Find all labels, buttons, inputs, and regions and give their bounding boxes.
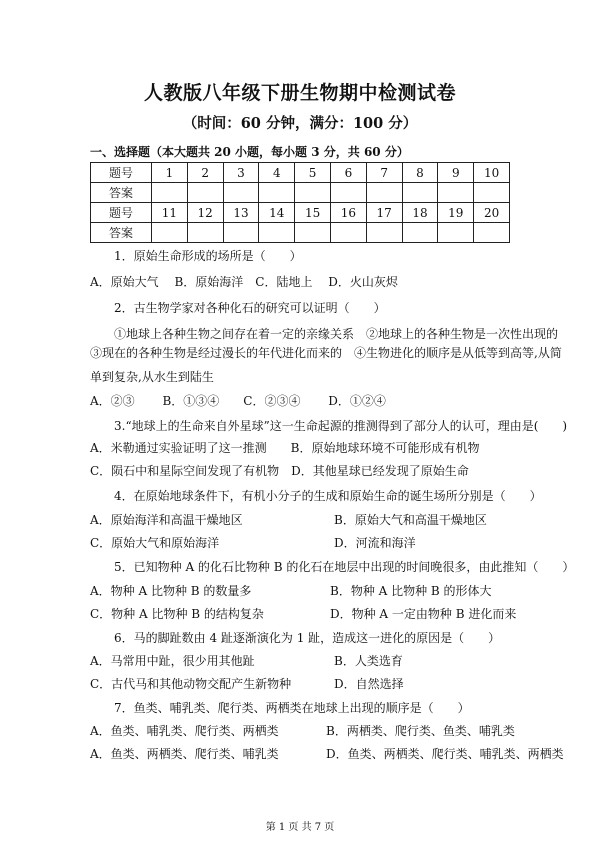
question-number-cell: 10 <box>474 163 510 183</box>
question-4-options-row <box>90 535 530 551</box>
question-5-options-row <box>90 606 530 622</box>
option-c: A．鱼类、两栖类、爬行类、哺乳类 <box>90 747 279 761</box>
answer-cell[interactable] <box>438 183 474 203</box>
option-a: A．物种 A 比物种 B 的数量多 <box>90 584 252 598</box>
answer-cell[interactable] <box>259 183 295 203</box>
option-a: A．原始海洋和高温干燥地区 <box>90 513 243 527</box>
option-b: B．原始大气和高温干燥地区 <box>334 513 487 527</box>
option-d: D．河流和海洋 <box>334 536 416 550</box>
question-number-cell: 11 <box>152 203 188 223</box>
question-2-body: 单到复杂,从水生到陆生 <box>90 370 214 384</box>
question-number-cell: 5 <box>295 163 331 183</box>
question-4-options-row <box>90 512 530 528</box>
answer-cell[interactable] <box>366 183 402 203</box>
option-c: C．物种 A 比物种 B 的结构复杂 <box>90 607 264 621</box>
option-c: C．原始大气和原始海洋 <box>90 536 220 550</box>
question-7-stem: 7．鱼类、哺乳类、爬行类、两栖类在地球上出现的顺序是（ ） <box>114 701 470 715</box>
answer-cell[interactable] <box>223 223 259 243</box>
question-number-cell: 9 <box>438 163 474 183</box>
answer-table <box>90 162 510 243</box>
question-number-cell: 6 <box>330 163 366 183</box>
answer-cell[interactable] <box>295 183 331 203</box>
question-number-cell: 20 <box>474 203 510 223</box>
answer-cell[interactable] <box>330 183 366 203</box>
question-3-options: C．陨石中和星际空间发现了有机物 D．其他星球已经发现了原始生命 <box>90 464 469 478</box>
label-answer: 答案 <box>91 183 152 203</box>
exam-time-score: （时间：60 分钟，满分：100 分） <box>182 115 418 132</box>
question-7-options-row <box>90 746 564 762</box>
question-7-options-row <box>90 723 530 739</box>
answer-cell[interactable] <box>366 223 402 243</box>
answer-cell[interactable] <box>402 183 438 203</box>
question-2-body: ①地球上各种生物之间存在着一定的亲缘关系 ②地球上的各种生物是一次性出现的 <box>114 327 559 341</box>
answer-cell[interactable] <box>474 183 510 203</box>
question-number-cell: 8 <box>402 163 438 183</box>
question-5-stem: 5．已知物种 A 的化石比物种 B 的化石在地层中出现的时间晚很多，由此推知（ ） <box>114 560 575 574</box>
question-number-cell: 12 <box>187 203 223 223</box>
option-d: D．自然选择 <box>334 677 404 691</box>
label-question-number: 题号 <box>91 163 152 183</box>
question-4-stem: 4．在原始地球条件下，有机小分子的生成和原始生命的诞生场所分别是（ ） <box>114 489 542 503</box>
page-number: 第 1 页 共 7 页 <box>265 822 335 833</box>
table-row-question-numbers-1 <box>91 163 510 183</box>
question-number-cell: 18 <box>402 203 438 223</box>
option-b: B．两栖类、爬行类、鱼类、哺乳类 <box>326 724 515 738</box>
question-number-cell: 15 <box>295 203 331 223</box>
answer-cell[interactable] <box>187 183 223 203</box>
answer-cell[interactable] <box>223 183 259 203</box>
question-number-cell: 14 <box>259 203 295 223</box>
question-number-cell: 16 <box>330 203 366 223</box>
option-a: A．鱼类、哺乳类、爬行类、两栖类 <box>90 724 279 738</box>
option-b: B．人类选育 <box>334 654 403 668</box>
option-d: D．鱼类、两栖类、爬行类、哺乳类、两栖类 <box>326 747 564 761</box>
question-6-stem: 6．马的脚趾数由 4 趾逐渐演化为 1 趾，造成这一进化的原因是（ ） <box>114 631 501 645</box>
answer-cell[interactable] <box>438 223 474 243</box>
question-6-options-row <box>90 653 530 669</box>
question-2-body: ③现在的各种生物是经过漫长的年代进化而来的 ④生物进化的顺序是从低等到高等,从简 <box>90 346 562 360</box>
answer-cell[interactable] <box>295 223 331 243</box>
table-row-answers-2 <box>91 223 510 243</box>
question-2-options: A．②③ B．①③④ C．②③④ D．①②④ <box>90 394 386 408</box>
answer-cell[interactable] <box>152 183 188 203</box>
question-number-cell: 7 <box>366 163 402 183</box>
answer-cell[interactable] <box>259 223 295 243</box>
answer-cell[interactable] <box>330 223 366 243</box>
question-number-cell: 13 <box>223 203 259 223</box>
answer-cell[interactable] <box>474 223 510 243</box>
question-3-stem: 3.“地球上的生命来自外星球”这一生命起源的推测得到了部分人的认可，理由是( ) <box>114 419 568 433</box>
option-d: D．物种 A 一定由物种 B 进化而来 <box>330 607 517 621</box>
answer-cell[interactable] <box>187 223 223 243</box>
section-heading: 一、选择题（本大题共 20 小题，每小题 3 分，共 60 分） <box>90 145 409 159</box>
option-b: B．物种 A 比物种 B 的形体大 <box>330 584 492 598</box>
option-a: A．马常用中趾，很少用其他趾 <box>90 654 255 668</box>
table-row-question-numbers-2 <box>91 203 510 223</box>
label-question-number: 题号 <box>91 203 152 223</box>
question-1-options: A．原始大气 B．原始海洋 C．陆地上 D．火山灰烬 <box>90 275 398 289</box>
question-6-options-row <box>90 676 530 692</box>
question-number-cell: 3 <box>223 163 259 183</box>
label-answer: 答案 <box>91 223 152 243</box>
option-c: C．古代马和其他动物交配产生新物种 <box>90 677 292 691</box>
question-number-cell: 19 <box>438 203 474 223</box>
page-title: 人教版八年级下册生物期中检测试卷 <box>143 82 456 104</box>
question-5-options-row <box>90 583 530 599</box>
question-number-cell: 17 <box>366 203 402 223</box>
answer-cell[interactable] <box>402 223 438 243</box>
question-1-stem: 1．原始生命形成的场所是（ ） <box>114 249 302 263</box>
question-3-options: A．米勒通过实验证明了这一推测 B．原始地球环境不可能形成有机物 <box>90 441 480 455</box>
question-number-cell: 4 <box>259 163 295 183</box>
question-2-stem: 2．古生物学家对各种化石的研究可以证明（ ） <box>114 301 386 315</box>
table-row-answers-1 <box>91 183 510 203</box>
question-number-cell: 2 <box>187 163 223 183</box>
answer-cell[interactable] <box>152 223 188 243</box>
question-number-cell: 1 <box>152 163 188 183</box>
